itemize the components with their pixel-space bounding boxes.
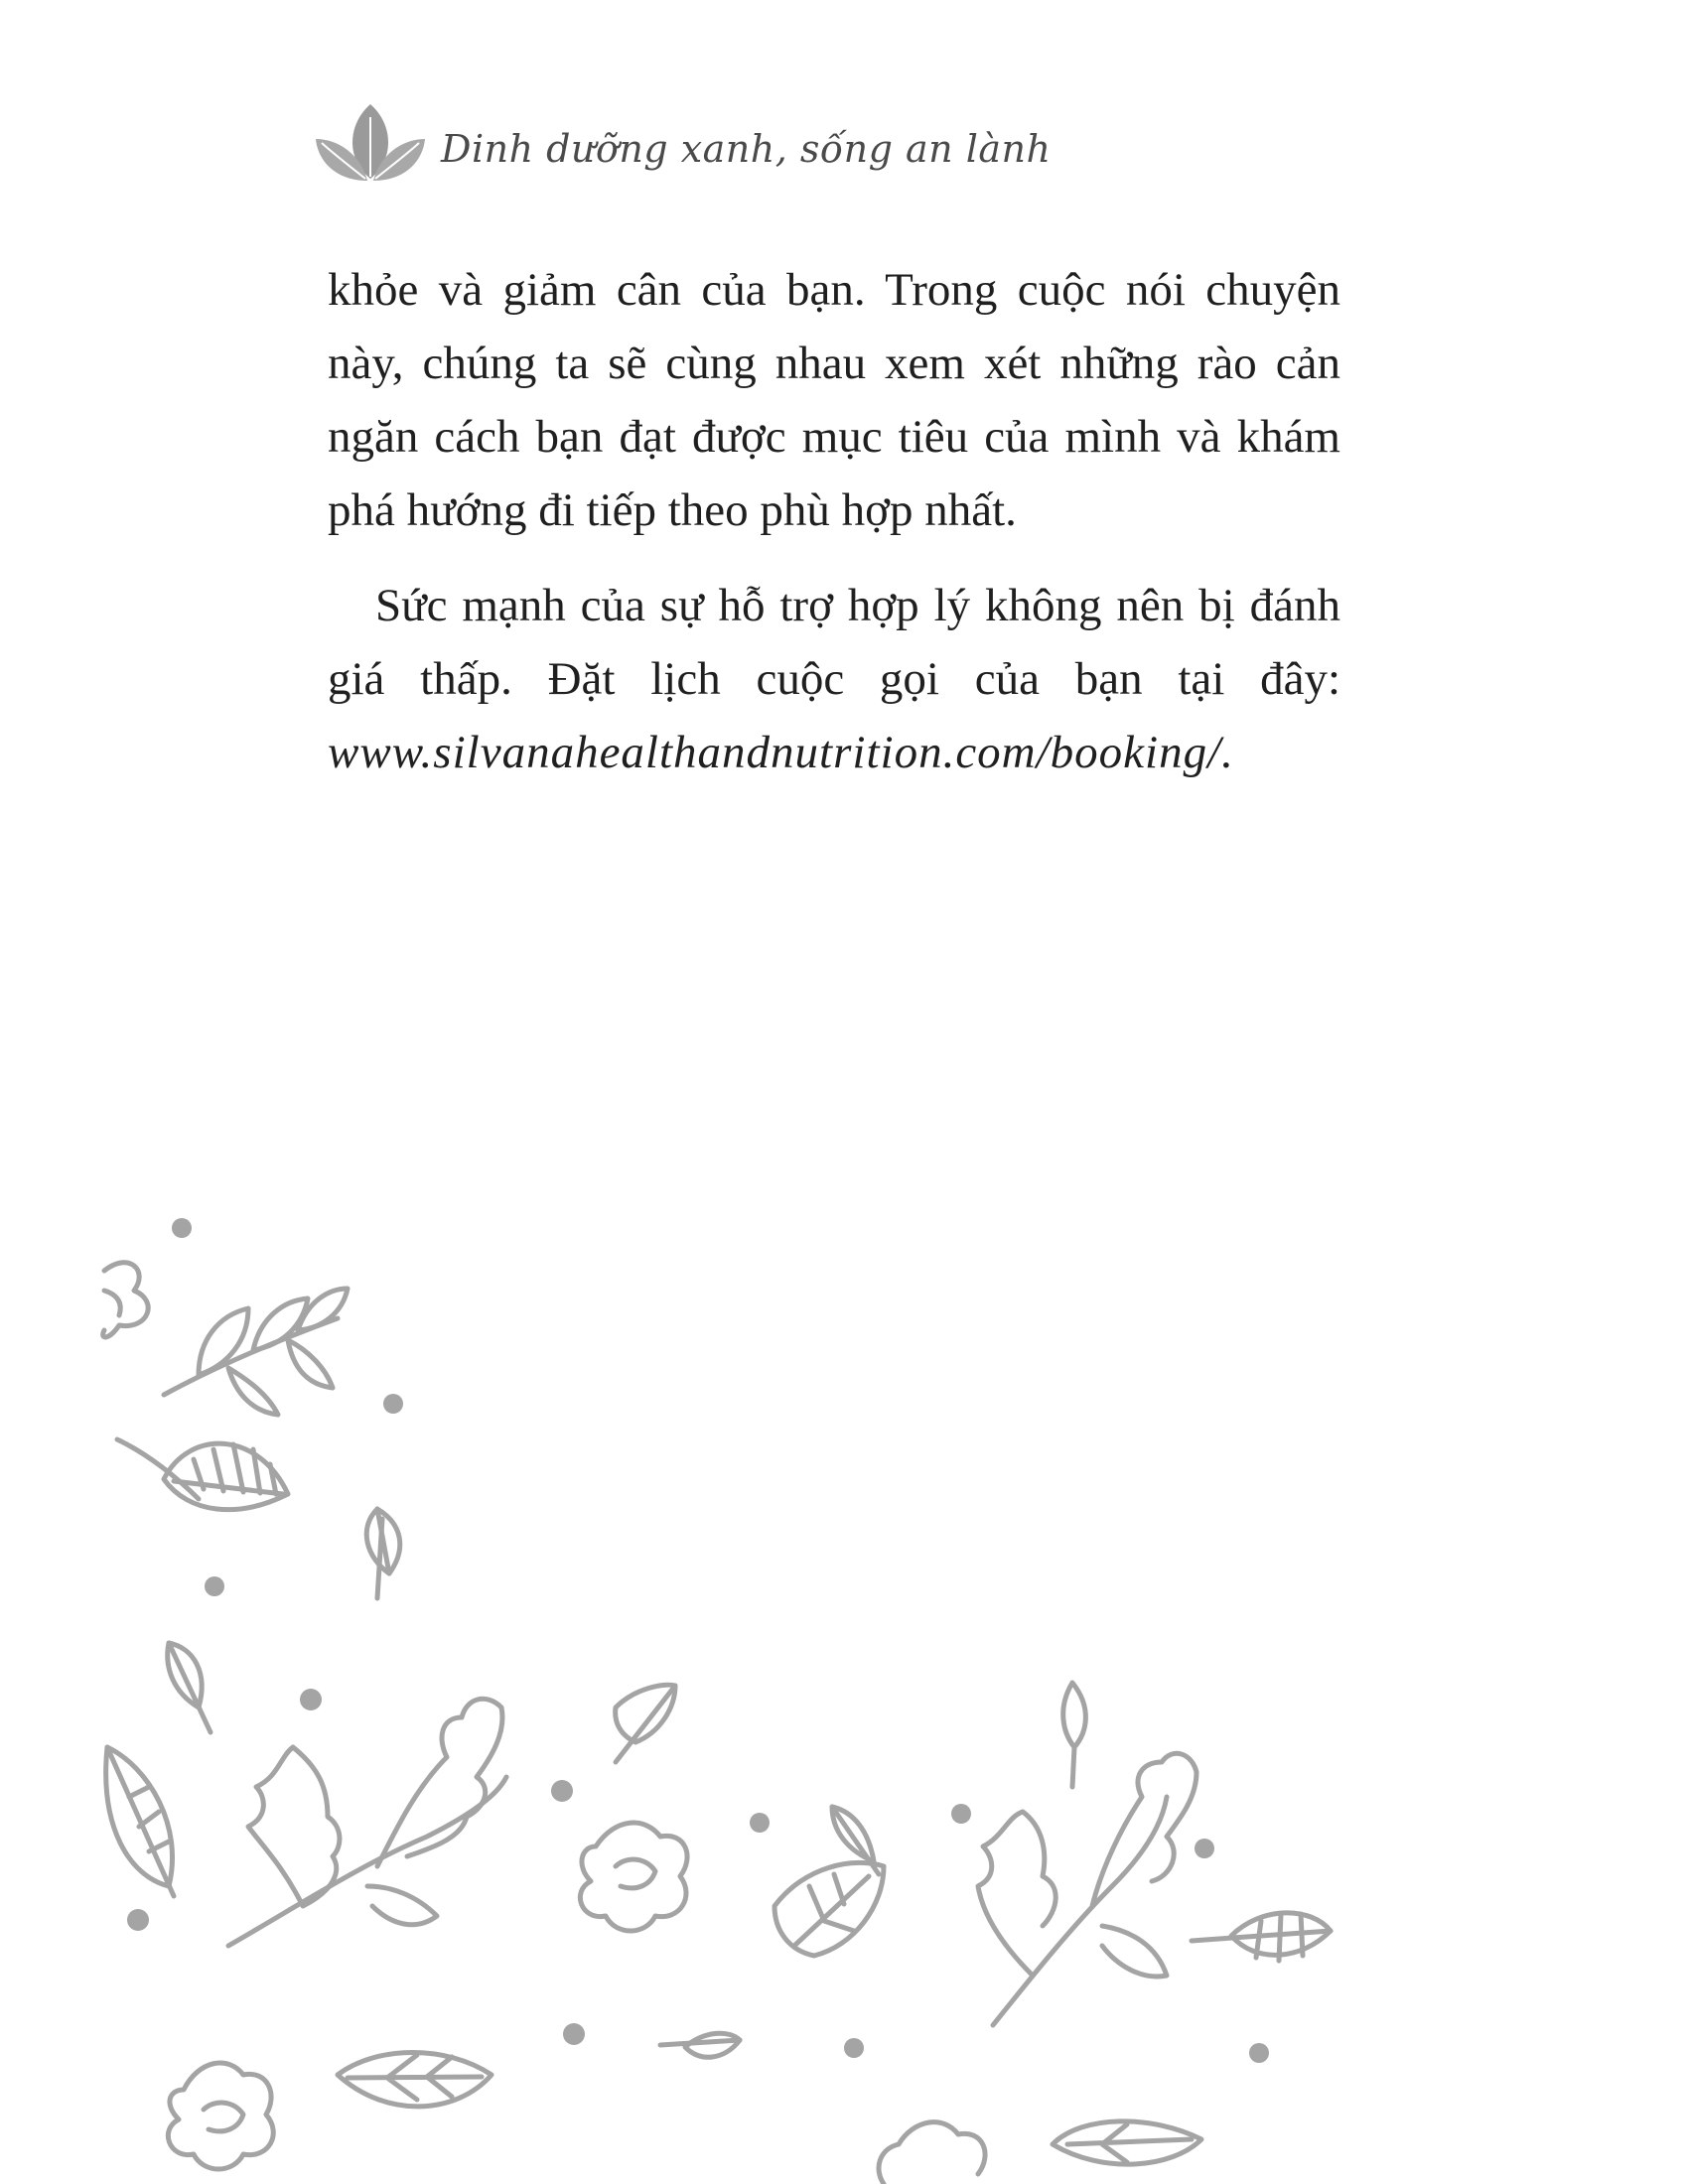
running-header [316,99,1052,189]
body-text [328,253,1340,789]
booking-url-link[interactable]: www.silvanahealthandnutrition.com/booking/. [328,727,1234,778]
paragraph-1: khỏe và giảm cân của bạn. Trong cuộc nói chuyện này, chúng ta sẽ cùng nhau xem xét những rào cản ngăn cách bạn đạt được mục tiêu của mình và khám phá hướng đi tiếp theo phù hợp nhất. [328,264,1340,536]
leaves-pattern-icon [0,1191,1688,2184]
leaves-icon [316,99,425,189]
paragraph-2 [328,569,1340,789]
paragraph-2-text: Sức mạnh của sự hỗ trợ hợp lý không nên bị đánh giá thấp. Đặt lịch cuộc gọi của bạn tại đây: [328,580,1340,705]
running-header-title: Dinh dưỡng xanh, sống an lành [441,127,1052,171]
